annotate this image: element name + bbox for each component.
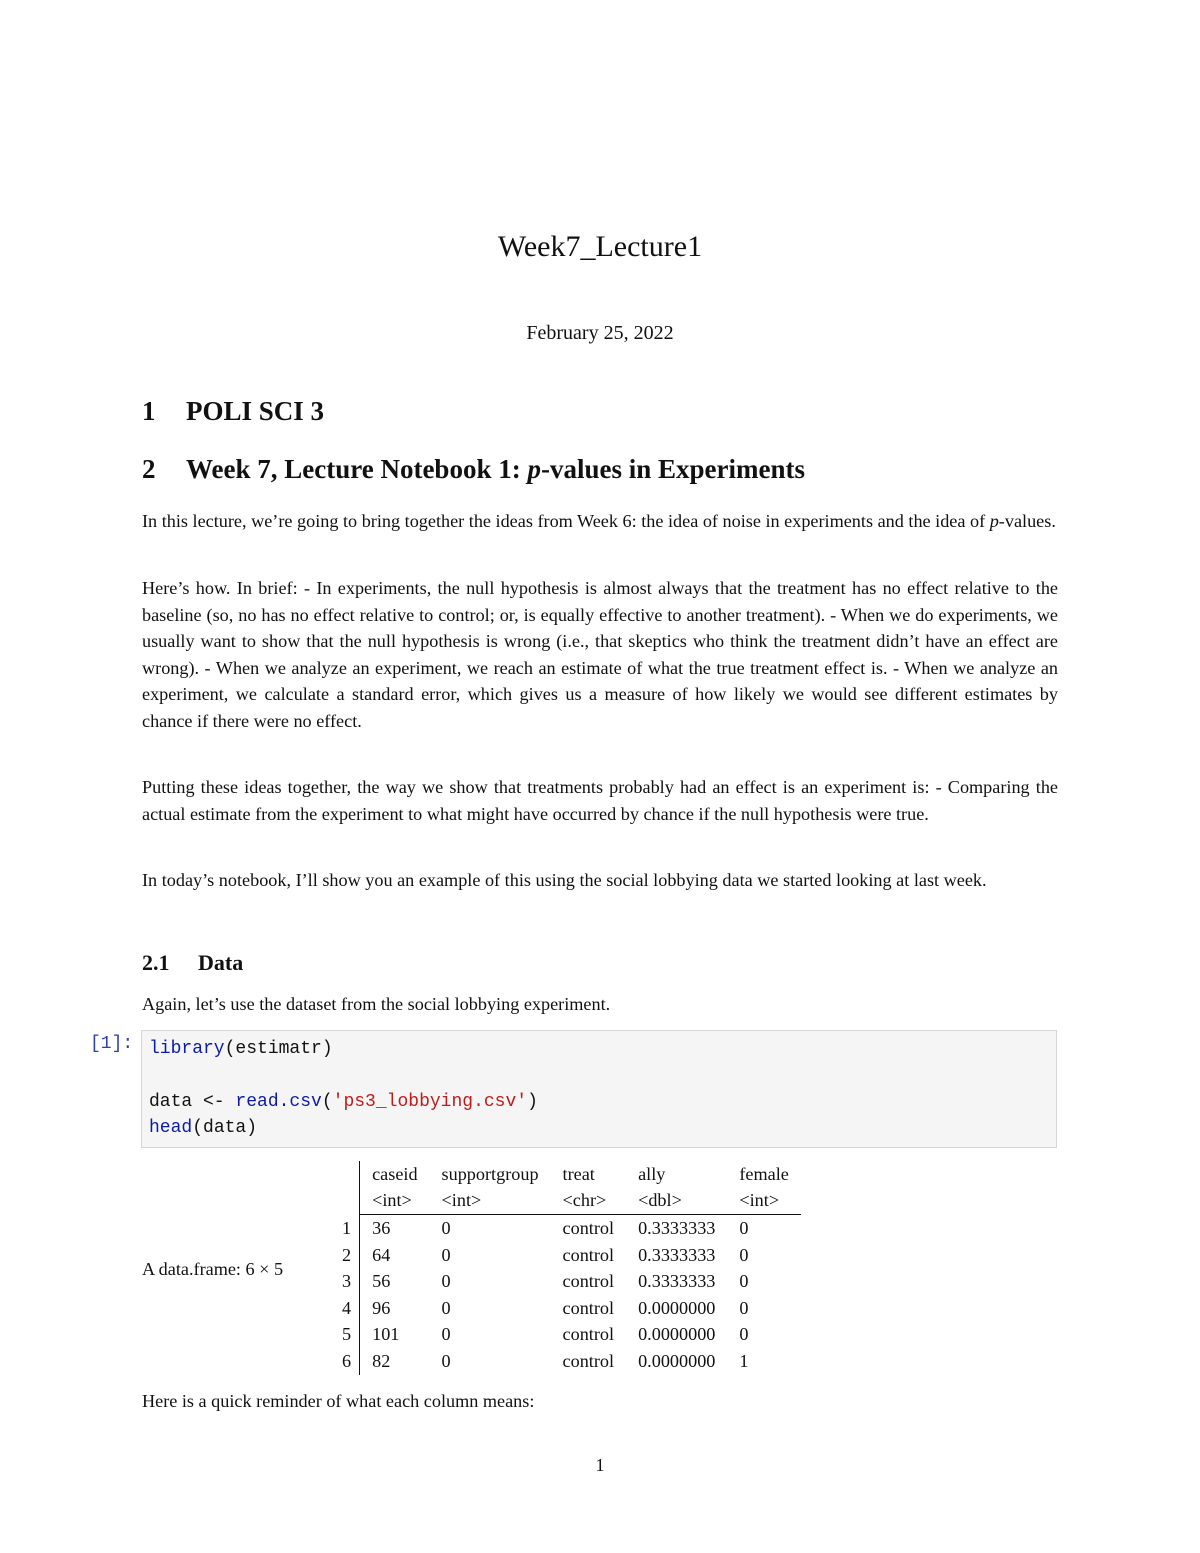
reminder-paragraph: Here is a quick reminder of what each column means: xyxy=(142,1391,535,1411)
table-cell: 0 xyxy=(739,1271,749,1292)
table-cell: 0 xyxy=(441,1324,451,1345)
intro-var: p xyxy=(989,511,999,531)
table-cell: 96 xyxy=(372,1297,391,1318)
cell-prompt: [1]: xyxy=(90,1034,134,1054)
section-2-title-pre: Week 7, Lecture Notebook 1: xyxy=(186,454,528,484)
table-cell: 0 xyxy=(441,1217,451,1238)
intro-text: In this lecture, we’re going to bring together the ideas from Week 6: the idea of noise in experiments and the idea of xyxy=(142,511,990,531)
table-cell: control xyxy=(562,1217,615,1238)
table-cell: 0 xyxy=(739,1324,749,1345)
table-cell: 0 xyxy=(441,1244,451,1265)
table-row xyxy=(338,1215,801,1242)
table-cell: 0 xyxy=(739,1297,749,1318)
table-cell: 0.3333333 xyxy=(638,1271,716,1292)
code-l3-open: ( xyxy=(321,1091,333,1112)
code-cell[interactable] xyxy=(141,1030,1057,1148)
code-l3-pre: data <- xyxy=(149,1091,236,1112)
section-2-number: 2 xyxy=(142,454,156,484)
table-row xyxy=(338,1295,801,1322)
row-index: 1 xyxy=(338,1215,360,1242)
together-paragraph: Putting these ideas together, the way we show that treatments probably had an effect is an experiment is: - Comparing the actual estimate from the experiment to what might have occurred by chance if the null hypothesis were true. xyxy=(142,777,1058,824)
table-cell: control xyxy=(562,1297,615,1318)
table-row xyxy=(338,1242,801,1269)
dataframe-table xyxy=(338,1161,801,1375)
table-cell: 0.0000000 xyxy=(638,1297,716,1318)
table-header-row xyxy=(338,1161,801,1188)
section-2-1-title: Data xyxy=(198,950,244,975)
index-type xyxy=(338,1188,360,1215)
data-paragraph: Again, let’s use the dataset from the social lobbying experiment. xyxy=(142,994,611,1014)
row-index: 4 xyxy=(338,1295,360,1322)
code-l3-close: ) xyxy=(527,1091,538,1112)
column-type: <int> xyxy=(430,1188,551,1215)
code-fn-read-csv: read.csv xyxy=(235,1091,322,1112)
index-header xyxy=(338,1161,360,1188)
section-2-heading xyxy=(142,454,805,485)
column-header: female xyxy=(739,1163,789,1184)
table-cell: control xyxy=(562,1244,615,1265)
table-cell: 1 xyxy=(739,1350,749,1371)
dataframe-caption: A data.frame: 6 × 5 xyxy=(142,1259,284,1279)
column-type: <chr> xyxy=(551,1188,627,1215)
table-cell: 0.0000000 xyxy=(638,1324,716,1345)
column-header: caseid xyxy=(372,1163,418,1184)
table-row xyxy=(338,1348,801,1375)
column-type: <int> xyxy=(727,1188,800,1215)
table-cell: 82 xyxy=(372,1350,391,1371)
table-cell: control xyxy=(562,1324,615,1345)
column-header: treat xyxy=(562,1163,595,1184)
table-cell: 0 xyxy=(441,1350,451,1371)
row-index: 3 xyxy=(338,1268,360,1295)
code-string-filename: 'ps3_lobbying.csv' xyxy=(332,1091,528,1112)
table-cell: 0 xyxy=(441,1297,451,1318)
section-1-heading xyxy=(142,396,324,427)
document-title: Week7_Lecture1 xyxy=(497,230,703,263)
column-type: <dbl> xyxy=(626,1188,727,1215)
document-date: February 25, 2022 xyxy=(526,322,674,344)
column-type: <int> xyxy=(360,1188,430,1215)
row-index: 5 xyxy=(338,1322,360,1349)
table-cell: 0.0000000 xyxy=(638,1350,716,1371)
table-cell: control xyxy=(562,1271,615,1292)
table-row xyxy=(338,1322,801,1349)
column-header: supportgroup xyxy=(441,1163,539,1184)
table-cell: 101 xyxy=(372,1324,400,1345)
section-2-1-heading xyxy=(142,950,243,976)
section-2-title-var: p xyxy=(527,454,541,484)
table-cell: control xyxy=(562,1350,615,1371)
section-1-number: 1 xyxy=(142,396,156,426)
section-2-1-number: 2.1 xyxy=(142,950,170,975)
code-l4-rest: (data) xyxy=(192,1118,258,1139)
page-number: 1 xyxy=(595,1455,605,1475)
table-cell: 36 xyxy=(372,1217,391,1238)
section-1-title: POLI SCI 3 xyxy=(186,396,325,426)
today-paragraph: In today’s notebook, I’ll show you an example of this using the social lobbying data we started looking at last week. xyxy=(142,870,987,890)
section-2-title-post: -values in Experiments xyxy=(540,454,805,484)
table-cell: 0 xyxy=(441,1271,451,1292)
intro-text-end: -values. xyxy=(998,511,1056,531)
column-header: ally xyxy=(638,1163,666,1184)
code-fn-head: head xyxy=(149,1118,193,1139)
row-index: 2 xyxy=(338,1242,360,1269)
how-paragraph: Here’s how. In brief: - In experiments, the null hypothesis is almost always that the treatment has no effect relative to the baseline (so, no has no effect relative to control; or, is equally effective to another treatment). - When we do experiments, we usually want to show that the null hypothesis is wrong (i.e., that skeptics who think the treatment didn’t have an effect are wrong). - When we analyze an experiment, we reach an estimate of what the true treatment effect is. - When we analyze an experiment, we calculate a standard error, which gives us a measure of how likely we would see different estimates by chance if there were no effect. xyxy=(142,578,1058,731)
table-cell: 0 xyxy=(739,1244,749,1265)
table-cell: 0 xyxy=(739,1217,749,1238)
intro-paragraph xyxy=(142,508,1058,535)
table-cell: 64 xyxy=(372,1244,391,1265)
table-cell: 0.3333333 xyxy=(638,1217,716,1238)
table-row xyxy=(338,1268,801,1295)
code-fn-library: library xyxy=(149,1039,225,1059)
table-cell: 0.3333333 xyxy=(638,1244,716,1265)
table-type-row xyxy=(338,1188,801,1215)
code-l1-rest: (estimatr) xyxy=(224,1039,333,1059)
row-index: 6 xyxy=(338,1348,360,1375)
table-cell: 56 xyxy=(372,1271,391,1292)
